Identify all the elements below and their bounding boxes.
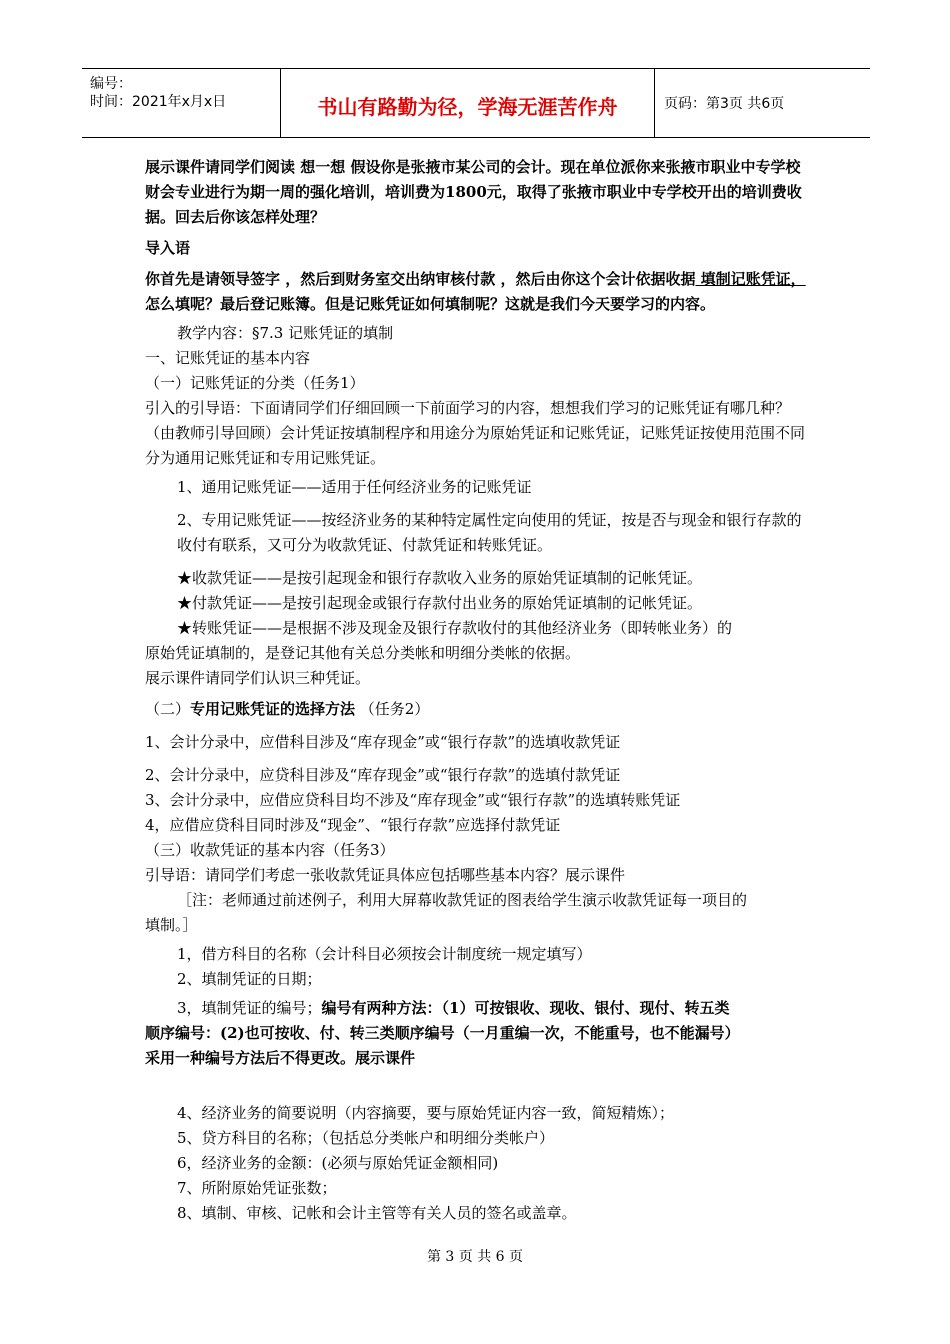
page-info-cell [654,69,870,137]
content-item-8: 8、填制、审核、记帐和会计主管等有关人员的签名或盖章。 [177,1204,577,1222]
content-item-3-plain: 3，填制凭证的编号； [177,999,322,1017]
item-special-voucher: 2、专用记账凭证——按经济业务的某种特定属性定向使用的凭证，按是否与现金和银行存款的收付有联系，又可分为收款凭证、付款凭证和转账凭证。 [177,511,802,554]
number-label: 编号： [90,76,132,92]
section-heading-1-2 [145,697,810,722]
rule-4: 4，应借应贷科目同时涉及“现金”、“银行存款”应选择付款凭证 [145,816,561,834]
document-header [82,68,870,138]
note-line-1: ［注：老师通过前述例子，利用大屏幕收款凭证的图表给学生演示收款凭证每一项目的 [177,891,748,909]
content-item-1: 1，借方科目的名称（会计科目必须按会计制度统一规定填写） [177,945,592,963]
header-meta-cell [82,69,280,137]
document-body [145,155,810,1226]
guide-paragraph-1: 引入的引导语：下面请同学们仔细回顾一下前面学习的内容，想想我们学习的记账凭证有哪几种？（由教师引导回顾）会计凭证按填制程序和用途分为原始凭证和记账凭证，记账凭证按使用范围不同分为通用记账凭证和专用记账凭证。 [145,399,806,467]
intro-paragraph: 展示课件请同学们阅读 想一想 假设你是张掖市某公司的会计。现在单位派你来张掖市职业中专学校财会专业进行为期一周的强化培训，培训费为1800元，取得了张掖市职业中专学校开出的培训费收据。回去后你该怎样处理？ [145,158,802,226]
star-receipt-voucher: ★收款凭证——是按引起现金和银行存款收入业务的原始凭证填制的记帐凭证。 [177,569,703,587]
show-three-vouchers: 展示课件请同学们认识三种凭证。 [145,669,371,687]
section-1-2-prefix: （二） [145,700,191,718]
rule-1: 1、会计分录中，应借科目涉及“库存现金”或“银行存款”的选填收款凭证 [145,733,621,751]
teaching-content: 教学内容：§7.3 记账凭证的填制 [177,324,394,342]
star-transfer-voucher-cont: 原始凭证填制的，是登记其他有关总分类帐和明细分类帐的依据。 [145,644,581,662]
content-item-6: 6，经济业务的金额：(必须与原始凭证金额相同) [177,1154,499,1172]
content-item-7: 7、所附原始凭证张数； [177,1179,337,1197]
lead-text-2: 怎么填呢？最后登记账簿。但是记账凭证如何填制呢？这就是我们今天要学习的内容。 [145,295,716,313]
star-transfer-voucher: ★转账凭证——是根据不涉及现金及银行存款收付的其他经济业务（即转帐业务）的 [177,619,733,637]
section-heading-1-1: （一）记账凭证的分类（任务1） [145,374,365,392]
page-info: 页码：第3页 共6页 [664,96,785,112]
content-item-3 [145,996,810,1021]
lead-underlined-text: 填制记账凭证， [695,270,806,288]
section-heading-1-3: （三）收款凭证的基本内容（任务3） [145,841,395,859]
lead-paragraph [145,267,810,317]
time-label: 时间：2021年x月x日 [90,94,227,110]
note-line-2: 填制。］ [145,916,198,934]
guide-paragraph-3: 引导语：请同学们考虑一张收款凭证具体应包括哪些基本内容？展示课件 [145,866,626,884]
rule-2: 2、会计分录中，应贷科目涉及“库存现金”或“银行存款”的选填付款凭证 [145,766,621,784]
star-payment-voucher: ★付款凭证——是按引起现金或银行存款付出业务的原始凭证填制的记帐凭证。 [177,594,703,612]
item-general-voucher: 1、通用记账凭证——适用于任何经济业务的记账凭证 [177,478,532,496]
content-item-4: 4、经济业务的简要说明（内容摘要，要与原始凭证内容一致，简短精炼）； [177,1104,675,1122]
page-footer: 第 3 页 共 6 页 [426,1249,524,1265]
content-item-2: 2、填制凭证的日期； [177,970,322,988]
lead-text-1: 你首先是请领导签字 ，然后到财务室交出纳审核付款 ，然后由你这个会计依据收据 [145,270,696,288]
section-heading-1: 一、记账凭证的基本内容 [145,349,311,367]
section-1-2-title: 专用记账凭证的选择方法 [190,700,356,718]
numbering-method-line-3: 采用一种编号方法后不得更改。展示课件 [145,1049,416,1067]
rule-3: 3、会计分录中，应借应贷科目均不涉及“库存现金”或“银行存款”的选填转账凭证 [145,791,681,809]
content-item-3-bold: 编号有两种方法：（1）可按银收、现收、银付、现付、转五类 [321,999,730,1017]
content-item-5: 5、贷方科目的名称；（包括总分类帐户和明细分类帐户） [177,1129,555,1147]
numbering-method-line-2: 顺序编号：(2)也可按收、付、转三类顺序编号（一月重编一次，不能重号，也不能漏号） [145,1024,740,1042]
lead-heading: 导入语 [145,239,191,257]
motto-text: 书山有路勤为径，学海无涯苦作舟 [317,95,618,119]
motto-cell [280,69,655,137]
section-1-2-task: （任务2） [355,700,430,718]
